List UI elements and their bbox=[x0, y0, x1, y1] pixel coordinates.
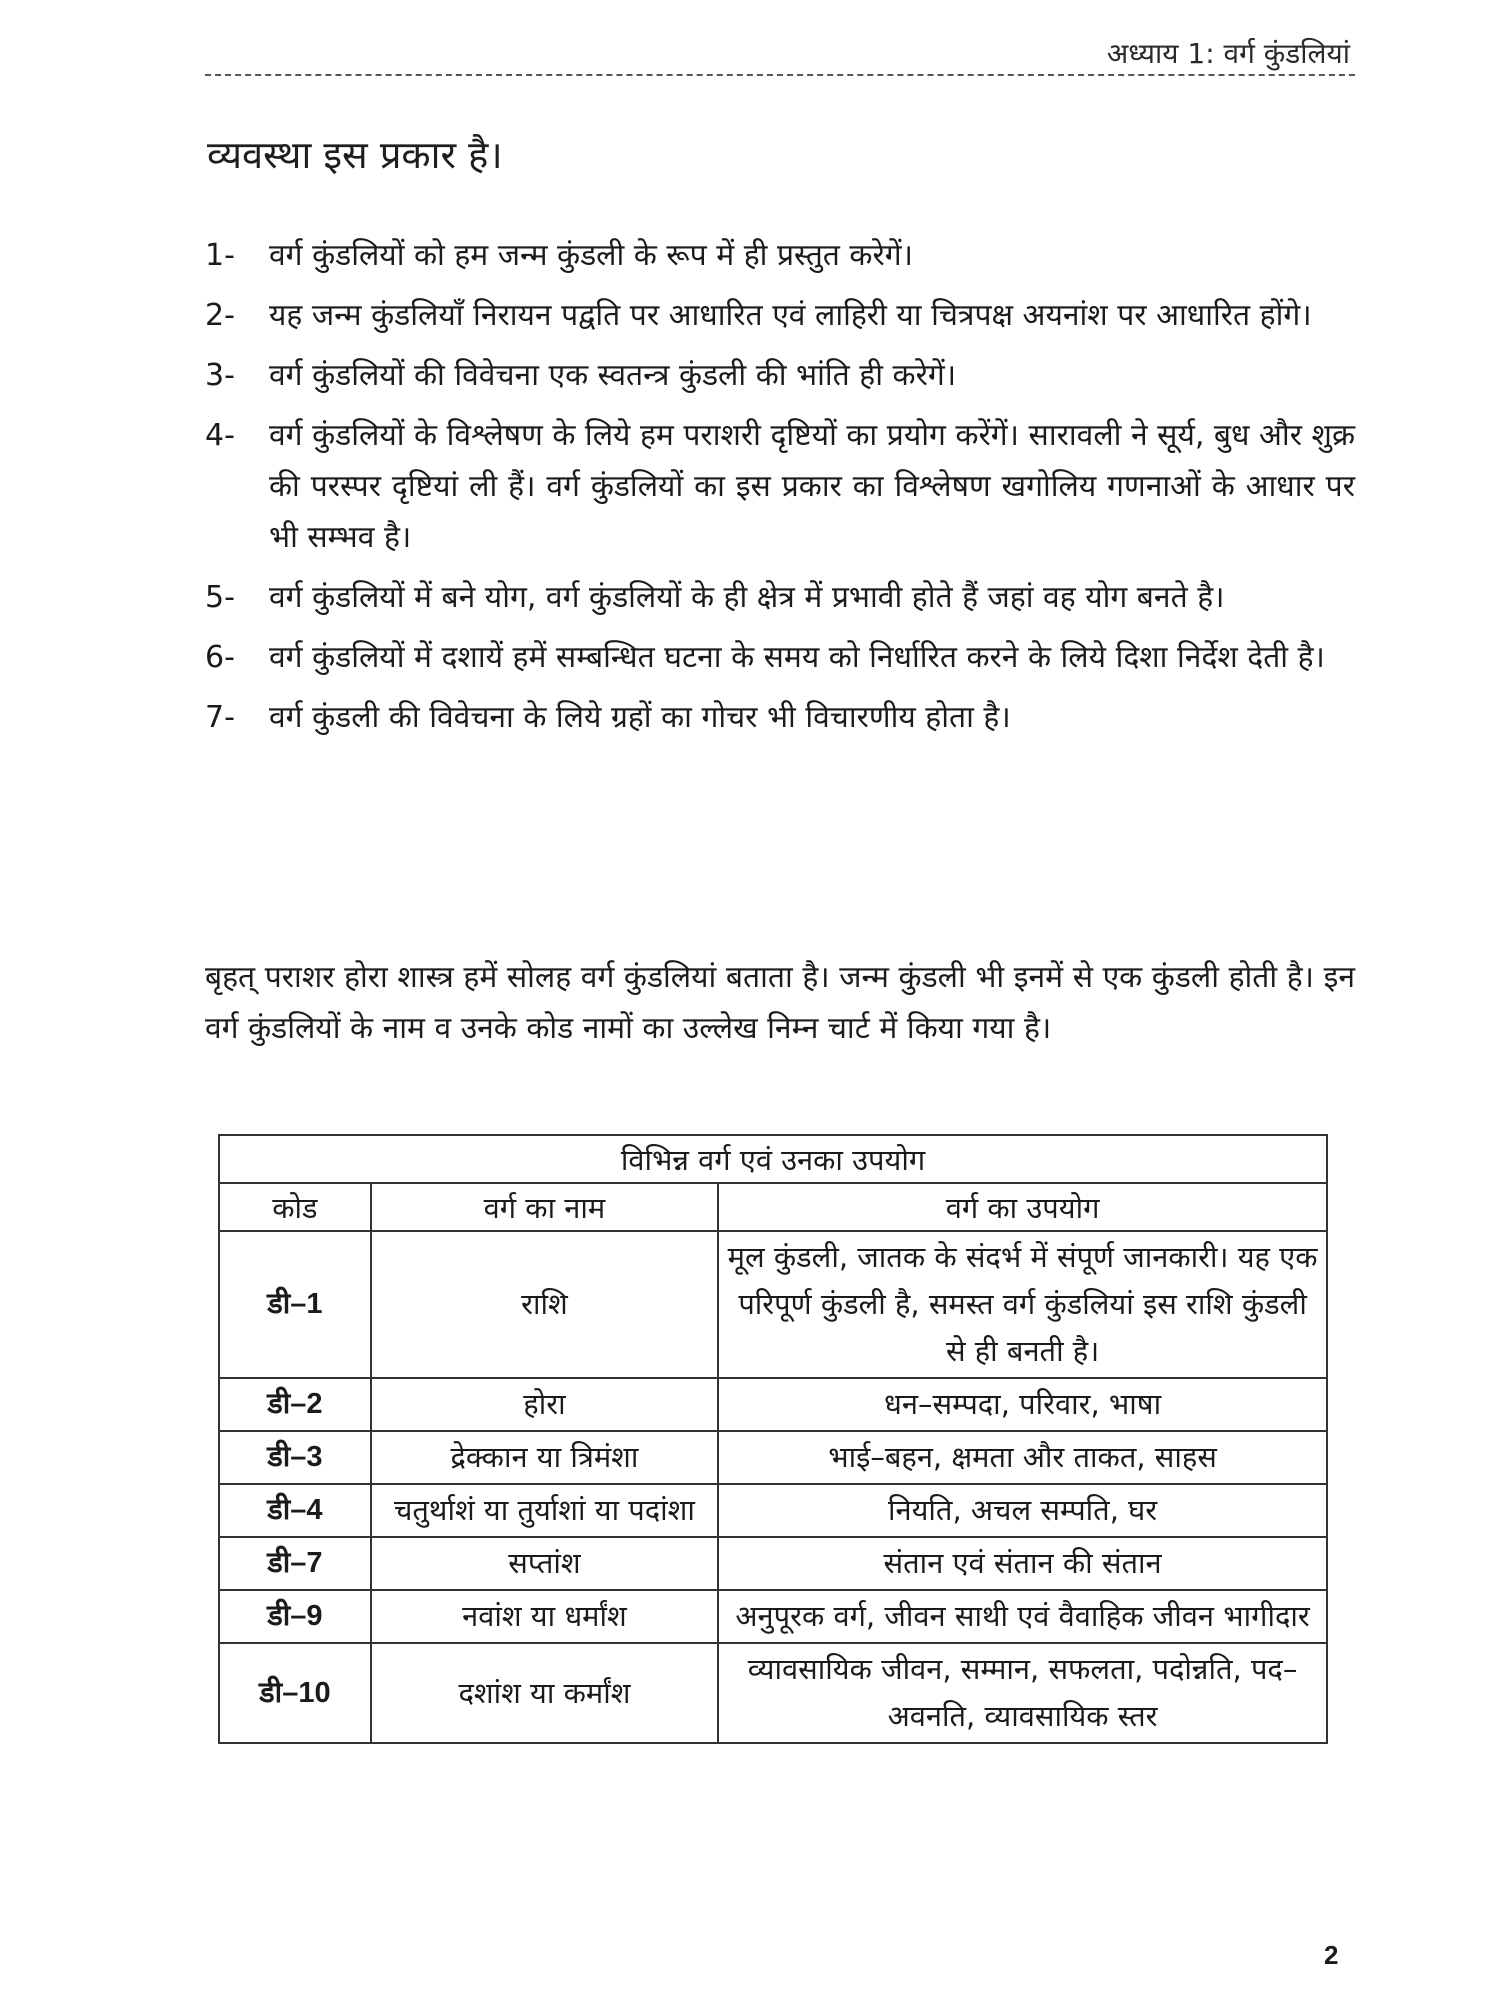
cell-name: नवांश या धर्मांश bbox=[371, 1590, 718, 1643]
cell-use: धन–सम्पदा, परिवार, भाषा bbox=[718, 1378, 1327, 1431]
table-row bbox=[219, 1431, 1327, 1484]
cell-code: डी–2 bbox=[219, 1378, 371, 1431]
body-paragraph: बृहत् पराशर होरा शास्त्र हमें सोलह वर्ग कुंडलियां बताता है। जन्म कुंडली भी इनमें से एक कुंडली होती है। इन वर्ग कुंडलियों के नाम व उनके कोड नामों का उल्लेख निम्न चार्ट में किया गया है। bbox=[205, 960, 1355, 1046]
cell-code: डी–3 bbox=[219, 1431, 371, 1484]
running-header: अध्याय 1: वर्ग कुंडलियां bbox=[1106, 37, 1350, 70]
cell-use: संतान एवं संतान की संतान bbox=[718, 1537, 1327, 1590]
list-item bbox=[205, 410, 1355, 563]
cell-code: डी–1 bbox=[219, 1231, 371, 1378]
cell-name: सप्तांश bbox=[371, 1537, 718, 1590]
cell-use: भाई–बहन, क्षमता और ताकत, साहस bbox=[718, 1431, 1327, 1484]
table-row bbox=[219, 1643, 1327, 1743]
list-item-text: वर्ग कुंडलियों के विश्लेषण के लिये हम पराशरी दृष्टियों का प्रयोग करेंगें। सारावली ने सूर्य, बुध और शुक्र की परस्पर दृष्टियां ली हैं। वर्ग कुंडलियों का इस प्रकार का विश्लेषण खगोलिय गणनाओं के आधार पर भी सम्भव है। bbox=[269, 418, 1355, 555]
header-divider bbox=[205, 74, 1355, 76]
list-item-text: वर्ग कुंडली की विवेचना के लिये ग्रहों का गोचर भी विचारणीय होता है। bbox=[269, 700, 1011, 735]
list-item bbox=[205, 290, 1355, 341]
list-item-number: 6- bbox=[205, 640, 235, 675]
list-item-number: 4- bbox=[205, 418, 235, 453]
header-code: कोड bbox=[219, 1183, 371, 1231]
table-header-row bbox=[219, 1183, 1327, 1231]
intro-heading: व्यवस्था इस प्रकार है। bbox=[207, 133, 503, 177]
table-row bbox=[219, 1378, 1327, 1431]
cell-name: होरा bbox=[371, 1378, 718, 1431]
page-number: 2 bbox=[1324, 1940, 1339, 1970]
list-item-number: 2- bbox=[205, 298, 235, 333]
table-row bbox=[219, 1537, 1327, 1590]
table-row bbox=[219, 1484, 1327, 1537]
list-item bbox=[205, 692, 1355, 743]
list-item-number: 1- bbox=[205, 238, 235, 273]
list-item-text: वर्ग कुंडलियों में बने योग, वर्ग कुंडलियों के ही क्षेत्र में प्रभावी होते हैं जहां वह योग बनते है। bbox=[269, 580, 1225, 615]
list-item-text: वर्ग कुंडलियों की विवेचना एक स्वतन्त्र कुंडली की भांति ही करेगें। bbox=[269, 358, 957, 393]
cell-code: डी–4 bbox=[219, 1484, 371, 1537]
list-item bbox=[205, 572, 1355, 623]
list-item-text: वर्ग कुंडलियों को हम जन्म कुंडली के रूप में ही प्रस्तुत करेगें। bbox=[269, 238, 913, 273]
cell-code: डी–10 bbox=[219, 1643, 371, 1743]
list-item bbox=[205, 350, 1355, 401]
list-item-number: 7- bbox=[205, 700, 235, 735]
list-item-text: यह जन्म कुंडलियाँ निरायन पद्वति पर आधारित एवं लाहिरी या चित्रपक्ष अयनांश पर आधारित होंगे। bbox=[269, 298, 1312, 333]
table-caption: विभिन्न वर्ग एवं उनका उपयोग bbox=[219, 1135, 1327, 1183]
cell-use: अनुपूरक वर्ग, जीवन साथी एवं वैवाहिक जीवन भागीदार bbox=[718, 1590, 1327, 1643]
cell-name: चतुर्थाशं या तुर्याशां या पदांशा bbox=[371, 1484, 718, 1537]
cell-use: मूल कुंडली, जातक के संदर्भ में संपूर्ण जानकारी। यह एक परिपूर्ण कुंडली है, समस्त वर्ग कुंडलियां इस राशि कुंडली से ही बनती है। bbox=[718, 1231, 1327, 1378]
cell-code: डी–7 bbox=[219, 1537, 371, 1590]
table-caption-row bbox=[219, 1135, 1327, 1183]
cell-code: डी–9 bbox=[219, 1590, 371, 1643]
list-item bbox=[205, 230, 1355, 281]
cell-name: द्रेक्कान या त्रिमंशा bbox=[371, 1431, 718, 1484]
cell-name: दशांश या कर्मांश bbox=[371, 1643, 718, 1743]
varga-table bbox=[218, 1134, 1328, 1744]
list-item-text: वर्ग कुंडलियों में दशायें हमें सम्बन्धित घटना के समय को निर्धारित करने के लिये दिशा निर्देश देती है। bbox=[269, 640, 1325, 675]
table-row bbox=[219, 1590, 1327, 1643]
cell-use: व्यावसायिक जीवन, सम्मान, सफलता, पदोन्नति, पद–अवनति, व्यावसायिक स्तर bbox=[718, 1643, 1327, 1743]
list-item-number: 5- bbox=[205, 580, 235, 615]
header-name: वर्ग का नाम bbox=[371, 1183, 718, 1231]
numbered-list bbox=[205, 230, 1355, 752]
table-row bbox=[219, 1231, 1327, 1378]
header-use: वर्ग का उपयोग bbox=[718, 1183, 1327, 1231]
cell-name: राशि bbox=[371, 1231, 718, 1378]
list-item-number: 3- bbox=[205, 358, 235, 393]
cell-use: नियति, अचल सम्पति, घर bbox=[718, 1484, 1327, 1537]
list-item bbox=[205, 632, 1355, 683]
